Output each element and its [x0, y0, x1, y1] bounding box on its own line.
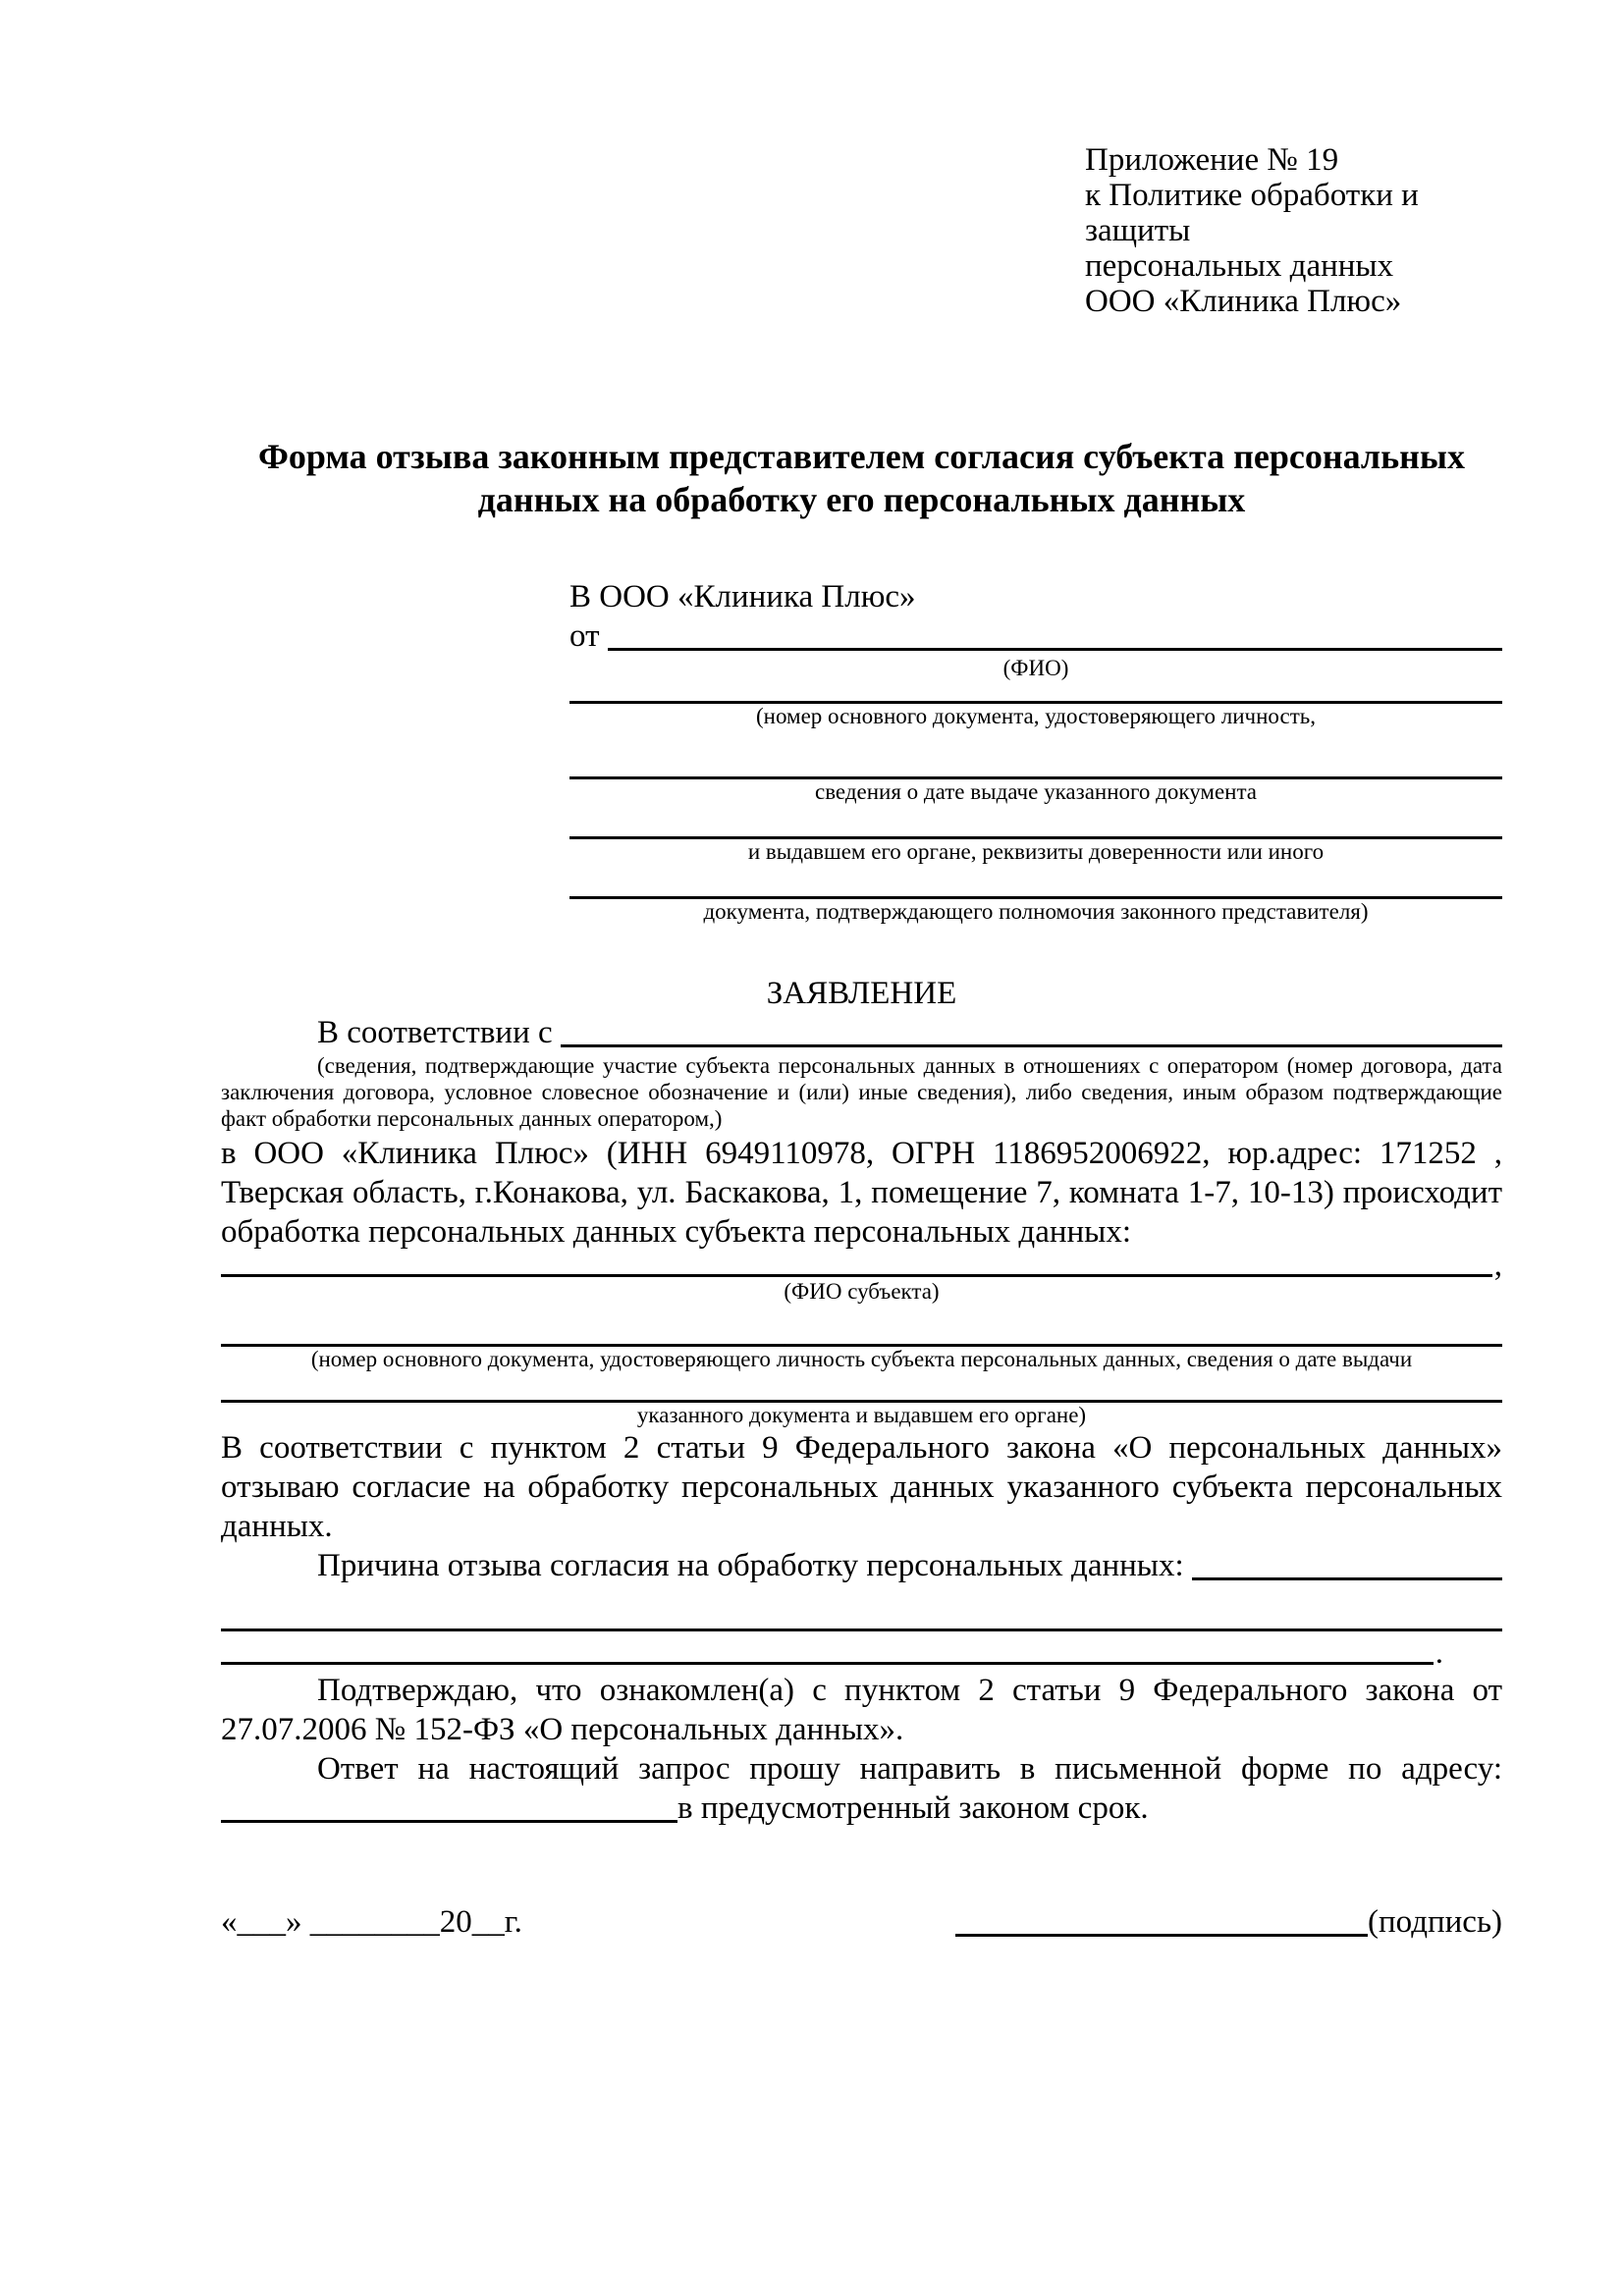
- withdrawal-paragraph: В соответствии с пунктом 2 статьи 9 Федерального закона «О персональных данных» отзываю согласие на обработку персональных данных указанного субъекта персональных данных.: [221, 1430, 1502, 1544]
- caption-subject-doc-1: (номер основного документа, удостоверяющего личность субъекта персональных данных, сведения о дате выдачи: [310, 1347, 1413, 1371]
- from-label: от: [569, 618, 600, 654]
- trailing-period: .: [1435, 1635, 1443, 1671]
- operator-paragraph: в ООО «Клиника Плюс» (ИНН 6949110978, ОГРН 1186952006922, юр.адрес: 171252 , Тверская область, г.Конакова, ул. Баскакова, 1, помещение 7, комната 1-7, 10-13) происходит обработка персональных данных субъекта персональных данных:: [221, 1136, 1502, 1250]
- reply-suffix: в предусмотренный законом срок.: [677, 1790, 1149, 1826]
- trailing-comma: ,: [1493, 1248, 1502, 1283]
- addressee-block: [569, 577, 1502, 925]
- intro-footnote: (сведения, подтверждающие участие субъекта персональных данных в отношениях с оператором (номер договора, дата заключения договора, условное словесное обозначение и (или) иные сведения), либо сведения, иным образом подтверждающие факт обработки персональных данных оператором,): [221, 1053, 1502, 1131]
- appendix-header: [1085, 142, 1502, 319]
- appendix-line-company: ООО «Клиника Плюс»: [1085, 284, 1402, 319]
- appendix-line-number: Приложение № 19: [1085, 142, 1339, 178]
- reason-label: Причина отзыва согласия на обработку персональных данных:: [317, 1548, 1184, 1583]
- caption-subject-fio: (ФИО субъекта): [784, 1279, 940, 1304]
- appendix-line-policy: к Политике обработки и защиты: [1085, 178, 1419, 248]
- addressee-from-row: [569, 616, 1502, 656]
- reason-end-row: [221, 1635, 1502, 1671]
- statement-heading: ЗАЯВЛЕНИЕ: [766, 976, 957, 1011]
- subject-fio-row: [221, 1248, 1502, 1283]
- signature-field-line: [955, 1934, 1368, 1937]
- appendix-line-data: персональных данных: [1085, 248, 1394, 284]
- blank-field-line: [221, 1274, 1492, 1277]
- blank-field-line: [1192, 1577, 1502, 1580]
- confirm-paragraph: Подтверждаю, что ознакомлен(а) с пунктом 2 статьи 9 Федерального закона от 27.07.2006 № 152-ФЗ «О персональных данных».: [221, 1673, 1502, 1747]
- blank-field-line: [608, 648, 1503, 651]
- caption-doc-issue-date: сведения о дате выдаче указанного документа: [814, 779, 1258, 804]
- addressee-to: В ООО «Клиника Плюс»: [569, 579, 916, 614]
- blank-field-line: [221, 1662, 1434, 1665]
- blank-field-line: [221, 1629, 1502, 1631]
- caption-doc-authority: и выдавшем его органе, реквизиты доверенности или иного: [747, 839, 1325, 864]
- caption-fio: (ФИО): [1002, 656, 1069, 680]
- date-signature-row: [221, 1902, 1502, 1942]
- form-title: Форма отзыва законным представителем согласия субъекта персональных данных на обработку его персональных данных: [257, 437, 1466, 519]
- intro-row: [221, 1013, 1502, 1052]
- caption-doc-powers: документа, подтверждающего полномочия законного представителя): [703, 899, 1369, 924]
- caption-doc-number: (номер основного документа, удостоверяющего личность,: [755, 704, 1316, 728]
- intro-label: В соответствии с: [317, 1015, 553, 1050]
- date-field: «___» ________20__г.: [221, 1904, 522, 1940]
- blank-field-line: [561, 1044, 1502, 1047]
- reply-address-row: [221, 1789, 1502, 1828]
- signature-caption: (подпись): [1368, 1904, 1502, 1940]
- blank-field-line: [221, 1820, 677, 1823]
- caption-subject-doc-2: указанного документа и выдавшем его органе): [636, 1403, 1087, 1427]
- reason-row: [221, 1546, 1502, 1585]
- reply-request-line: Ответ на настоящий запрос прошу направить в письменной форме по адресу:: [317, 1751, 1502, 1787]
